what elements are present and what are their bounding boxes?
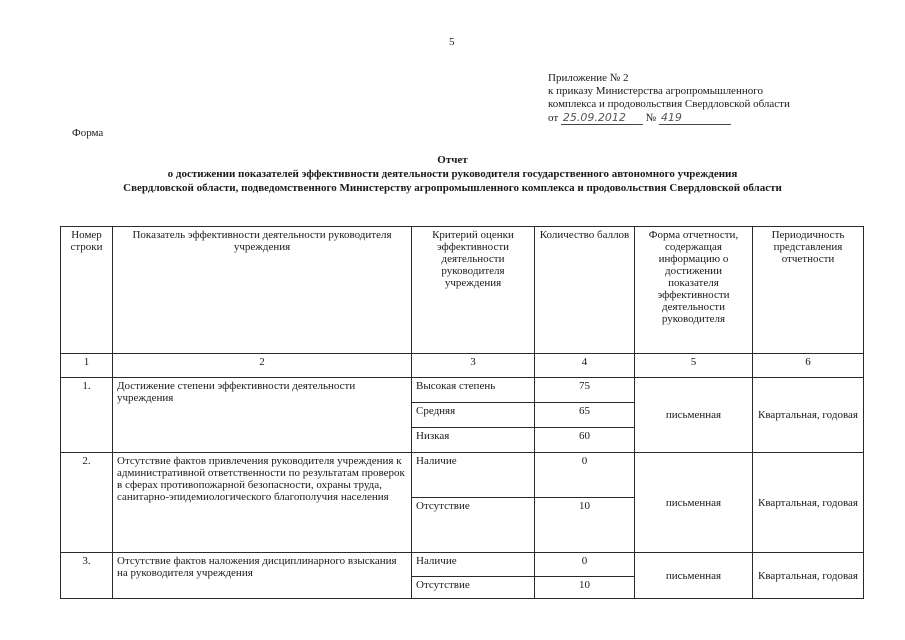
handwritten-number: 419: [659, 111, 731, 125]
column-number: 2: [113, 354, 412, 378]
periodicity-cell: Квартальная, годовая: [753, 453, 864, 553]
score-cell: 75: [535, 378, 635, 403]
column-number: 5: [635, 354, 753, 378]
appendix-line-1: Приложение № 2: [548, 72, 629, 84]
report-title: [40, 153, 865, 195]
title-line-1: Отчет: [437, 154, 468, 166]
report-form-cell: письменная: [635, 453, 753, 553]
criterion-cell: Наличие: [412, 553, 535, 577]
periodicity-cell: Квартальная, годовая: [753, 378, 864, 453]
header-cell: Показатель эффективности деятельности руководителя учреждения: [113, 227, 412, 354]
page-number: 5: [449, 36, 455, 48]
row-number: 1.: [61, 378, 113, 453]
row-number: 2.: [61, 453, 113, 553]
indicator-cell: Отсутствие фактов привлечения руководителя учреждения к административной ответственности по результатам проверок в сферах противопожарной безопасности, охраны труда, санитарно-эпидемиологического благополучия населения: [113, 453, 412, 553]
header-cell: Номер строки: [61, 227, 113, 354]
appendix-line-2: к приказу Министерства агропромышленного: [548, 85, 763, 97]
indicator-cell: Достижение степени эффективности деятельности учреждения: [113, 378, 412, 453]
table-row: [61, 453, 864, 498]
indicator-cell: Отсутствие фактов наложения дисциплинарного взыскания на руководителя учреждения: [113, 553, 412, 599]
report-form-cell: письменная: [635, 378, 753, 453]
score-cell: 10: [535, 577, 635, 599]
number-prefix: №: [645, 112, 657, 124]
score-cell: 10: [535, 498, 635, 553]
report-form-cell: письменная: [635, 553, 753, 599]
periodicity-cell: Квартальная, годовая: [753, 553, 864, 599]
criterion-cell: Отсутствие: [412, 577, 535, 599]
column-number: 1: [61, 354, 113, 378]
form-label: Форма: [72, 127, 104, 139]
appendix-block: [548, 72, 790, 125]
criterion-cell: Высокая степень: [412, 378, 535, 403]
header-cell: Периодичность представления отчетности: [753, 227, 864, 354]
row-number: 3.: [61, 553, 113, 599]
title-line-3: Свердловской области, подведомственного Министерству агропромышленного комплекса и продовольствия Свердловской области: [123, 182, 782, 194]
score-cell: 60: [535, 428, 635, 453]
appendix-date-line: [548, 111, 790, 125]
report-table: [60, 226, 864, 599]
score-cell: 0: [535, 553, 635, 577]
criterion-cell: Средняя: [412, 403, 535, 428]
criterion-cell: Отсутствие: [412, 498, 535, 553]
column-number: 6: [753, 354, 864, 378]
score-cell: 65: [535, 403, 635, 428]
column-number: 4: [535, 354, 635, 378]
criterion-cell: Низкая: [412, 428, 535, 453]
criterion-cell: Наличие: [412, 453, 535, 498]
header-row: [61, 227, 864, 354]
column-number: 3: [412, 354, 535, 378]
header-cell: Критерий оценки эффективности деятельности руководителя учреждения: [412, 227, 535, 354]
header-cell: Форма отчетности, содержащая информацию о достижении показателя эффективности деятельности руководителя: [635, 227, 753, 354]
table-row: [61, 553, 864, 577]
score-cell: 0: [535, 453, 635, 498]
handwritten-date: 25.09.2012: [561, 111, 643, 125]
appendix-line-3: комплекса и продовольствия Свердловской области: [548, 98, 790, 110]
date-prefix: от: [548, 112, 559, 124]
title-line-2: о достижении показателей эффективности деятельности руководителя государственного автономного учреждения: [167, 168, 738, 180]
column-number-row: [61, 354, 864, 378]
header-cell: Количество баллов: [535, 227, 635, 354]
table-row: [61, 378, 864, 403]
